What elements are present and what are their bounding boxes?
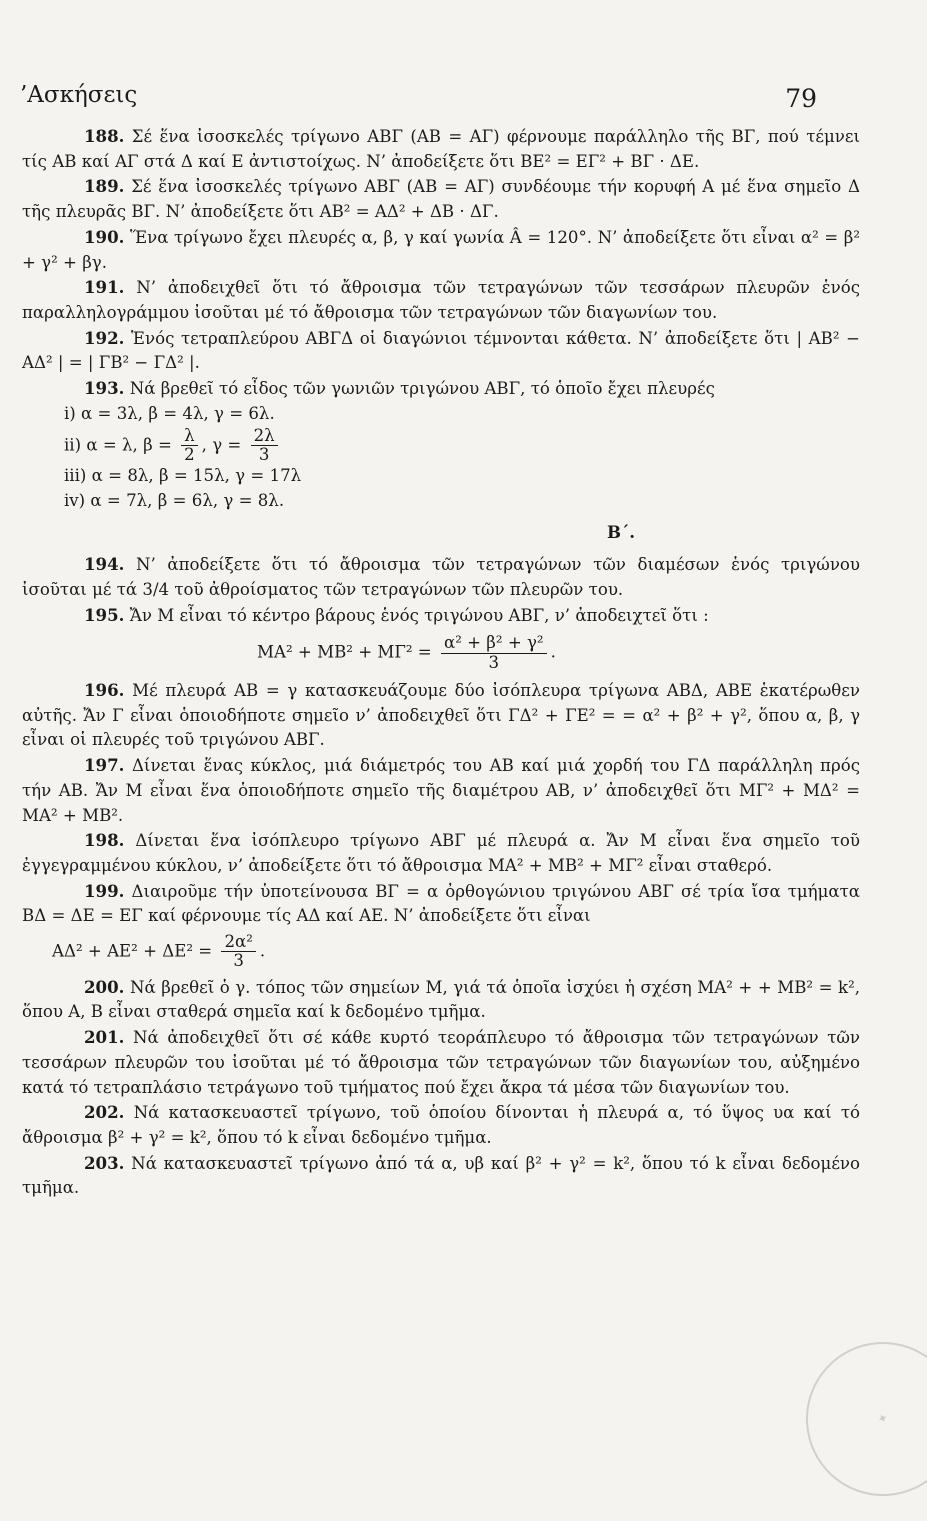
- fraction-numerator: 2α²: [221, 933, 255, 952]
- exercise-text: Δίνεται ἕνας κύκλος, μιά διάμετρός του ΑΒ καί μιά χορδή του ΓΔ παράλληλη πρός τήν ΑΒ. Ἄν Μ εἶναι ἕνα ὁποιοδήποτε σημεῖο τῆς διαμέτρου ΑΒ, ν’ ἀποδειχθεῖ ὅτι ΜΓ² + ΜΔ² = ΜΑ² + ΜΒ².: [22, 756, 860, 825]
- exercise-190: [22, 225, 860, 275]
- exercise-number: 195.: [84, 604, 125, 625]
- exercise-number: 191.: [84, 277, 125, 298]
- exercise-193-item-iv: iv) α = 7λ, β = 6λ, γ = 8λ.: [64, 490, 285, 510]
- exercise-195: [22, 603, 860, 629]
- exercise-text: Νά βρεθεῖ τό εἶδος τῶν γωνιῶν τριγώνου ΑΒΓ, τό ὁποῖο ἔχει πλευρές: [129, 379, 715, 399]
- exercise-text: Σέ ἕνα ἰσοσκελές τρίγωνο ΑΒΓ (ΑΒ = ΑΓ) συνδέουμε τήν κορυφή Α μέ ἕνα σημεῖο Δ τῆς πλευρᾶς ΒΓ. Ν’ ἀποδείξετε ὅτι ΑΒ² = ΑΔ² + ΔΒ · ΔΓ.: [22, 177, 860, 222]
- exercise-text: Ν’ ἀποδειχθεῖ ὅτι τό ἄθροισμα τῶν τετραγώνων τῶν τεσσάρων πλευρῶν ἑνός παραλληλογράμμου ἰσοῦται μέ τό ἄθροισμα τῶν τετραγώνων τῶν διαγωνίων του.: [22, 278, 860, 323]
- exercise-number: 189.: [84, 176, 125, 197]
- fraction-numerator: λ: [181, 427, 198, 446]
- exercise-text: Νά ἀποδειχθεῖ ὅτι σέ κάθε κυρτό τεοράπλευρο τό ἄθροισμα τῶν τετραγώνων τῶν τεσσάρων πλευρῶν του ἰσοῦται μέ τό ἄθροισμα τῶν τετραγώνων τῶν διαγωνίων του, αὐξημένο κατά τό τετραπλάσιο τετράγωνο τοῦ τμήματος πού ἔχει ἄκρα τά μέσα τῶν διαγωνίων του.: [22, 1028, 860, 1097]
- equation-199: [22, 933, 860, 971]
- exercise-196: [22, 678, 860, 753]
- running-header-title: ’Ασκήσεις: [20, 82, 138, 108]
- fraction-gamma: [251, 427, 278, 465]
- exercise-number: 190.: [84, 226, 125, 247]
- exercise-text: Μέ πλευρά ΑΒ = γ κατασκευάζουμε δύο ἰσόπλευρα τρίγωνα ΑΒΔ, ΑΒΕ ἑκατέρωθεν αὐτῆς. Ἄν Γ εἶναι ὁποιοδήποτε σημεῖο ν’ ἀποδειχθεῖ ὅτι ΓΔ² + ΓΕ² = = α² + β² + γ², ὅπου α, β, γ εἶναι οἱ πλευρές τοῦ τριγώνου ΑΒΓ.: [22, 680, 860, 750]
- exercise-number: 199.: [84, 880, 125, 901]
- exercise-201: [22, 1025, 860, 1100]
- exercise-text: Νά κατασκευαστεῖ τρίγωνο ἀπό τά α, υβ καί β² + γ² = k², ὅπου τό k εἶναι δεδομένο τμῆμα.: [22, 1153, 860, 1198]
- equation-lhs: ΑΔ² + ΑΕ² + ΔΕ² =: [52, 941, 213, 961]
- exercise-text: Ν’ ἀποδείξετε ὅτι τό ἄθροισμα τῶν τετραγώνων τῶν διαμέσων ἑνός τριγώνου ἰσοῦται μέ τά 3/4 τοῦ ἀθροίσματος τῶν τετραγώνων τῶν πλευρῶν του.: [22, 555, 861, 599]
- equation-end: .: [550, 642, 556, 662]
- exercise-text: Δίνεται ἕνα ἰσόπλευρο τρίγωνο ΑΒΓ μέ πλευρά α. Ἄν Μ εἶναι ἕνα σημεῖο τοῦ ἐγγεγραμμένου κύκλου, ν’ ἀποδείξετε ὅτι τό ἄθροισμα ΜΑ² + ΜΒ² + ΜΓ² εἶναι σταθερό.: [22, 831, 860, 875]
- library-stamp-icon: ✦: [781, 1317, 927, 1521]
- equation-fraction: [441, 634, 547, 672]
- exercise-number: 197.: [84, 755, 125, 776]
- item-ii-mid: , γ =: [201, 434, 242, 454]
- exercise-191: [22, 275, 860, 325]
- exercise-text: Ἕνα τρίγωνο ἔχει πλευρές α, β, γ καί γωνία Â = 120°. Ν’ ἀποδείξετε ὅτι εἶναι α² = β² + γ² + βγ.: [22, 227, 860, 272]
- exercise-number: 202.: [84, 1102, 125, 1123]
- equation-lhs: ΜΑ² + ΜΒ² + ΜΓ² =: [257, 642, 432, 662]
- exercise-text: Νά βρεθεῖ ὁ γ. τόπος τῶν σημείων Μ, γιά τά ὁποῖα ἰσχύει ἡ σχέση ΜΑ² + + ΜΒ² = k², ὅπου Α, Β εἶναι σταθερά σημεῖα καί k δεδομένο τμῆμα.: [22, 977, 861, 1022]
- exercise-189: [22, 174, 860, 224]
- section-heading-b: Β΄.: [606, 521, 636, 542]
- exercise-194: [22, 552, 860, 602]
- exercise-text: Ἑνός τετραπλεύρου ΑΒΓΔ οἱ διαγώνιοι τέμνονται κάθετα. Ν’ ἀποδείξετε ὅτι | ΑΒ² − ΑΔ² | = | ΓΒ² − ΓΔ² |.: [22, 328, 860, 373]
- exercise-193-item-i: i) α = 3λ, β = 4λ, γ = 6λ.: [64, 403, 275, 423]
- exercise-197: [22, 753, 860, 828]
- equation-fraction: [221, 933, 255, 971]
- exercise-number: 200.: [84, 976, 125, 997]
- exercise-number: 194.: [84, 554, 125, 575]
- exercise-number: 193.: [84, 378, 125, 399]
- fraction-denominator: 2: [184, 444, 195, 464]
- exercise-202: [22, 1100, 860, 1150]
- fraction-numerator: 2λ: [251, 427, 278, 446]
- fraction-denominator: 3: [488, 652, 500, 672]
- exercise-number: 198.: [84, 830, 125, 851]
- page-number: 79: [785, 84, 817, 113]
- exercise-199: [22, 879, 860, 929]
- item-ii-lead: ii) α = λ, β =: [64, 434, 172, 454]
- fraction-numerator: α² + β² + γ²: [441, 634, 547, 653]
- exercise-list: [22, 124, 860, 1201]
- exercise-number: 188.: [84, 126, 125, 146]
- exercise-number: 196.: [84, 679, 125, 700]
- fraction-beta: [181, 427, 198, 465]
- exercise-text: Ἄν Μ εἶναι τό κέντρο βάρους ἑνός τριγώνου ΑΒΓ, ν’ ἀποδειχτεῖ ὅτι :: [129, 605, 709, 625]
- exercise-193-item-iii: iii) α = 8λ, β = 15λ, γ = 17λ: [64, 466, 302, 486]
- exercise-192: [22, 326, 860, 376]
- exercise-203: [22, 1151, 860, 1201]
- exercise-193-item-ii: [22, 427, 860, 465]
- exercise-number: 201.: [84, 1027, 125, 1048]
- exercise-193: [22, 376, 860, 402]
- exercise-number: 203.: [84, 1152, 125, 1173]
- exercise-number: 192.: [84, 327, 125, 348]
- exercise-text: Διαιροῦμε τήν ὑποτείνουσα ΒΓ = α ὀρθογώνιου τριγώνου ΑΒΓ σέ τρία ἴσα τμήματα ΒΔ = ΔΕ = ΕΓ καί φέρνουμε τίς ΑΔ καί ΑΕ. Ν’ ἀποδείξετε ὅτι εἶναι: [22, 881, 861, 926]
- exercise-text: Νά κατασκευαστεῖ τρίγωνο, τοῦ ὁποίου δίνονται ἡ πλευρά α, τό ὕψος υα καί τό ἄθροισμα β² + γ² = k², ὅπου τό k εἶναι δεδομένο τμῆμα.: [22, 1103, 860, 1147]
- equation-195: [22, 634, 860, 672]
- exercise-188: [22, 124, 860, 174]
- fraction-denominator: 3: [233, 951, 244, 971]
- exercise-200: [22, 975, 860, 1025]
- equation-end: .: [259, 941, 266, 961]
- exercise-198: [22, 828, 860, 878]
- exercise-text: Σέ ἕνα ἰσοσκελές τρίγωνο ΑΒΓ (ΑΒ = ΑΓ) φέρνουμε παράλληλο τῆς ΒΓ, πού τέμνει τίς ΑΒ καί ΑΓ στά Δ καί Ε ἀντιστοίχως. Ν’ ἀποδείξετε ὅτι ΒΕ² = ΕΓ² + ΒΓ · ΔΕ.: [22, 127, 860, 171]
- fraction-denominator: 3: [258, 444, 270, 464]
